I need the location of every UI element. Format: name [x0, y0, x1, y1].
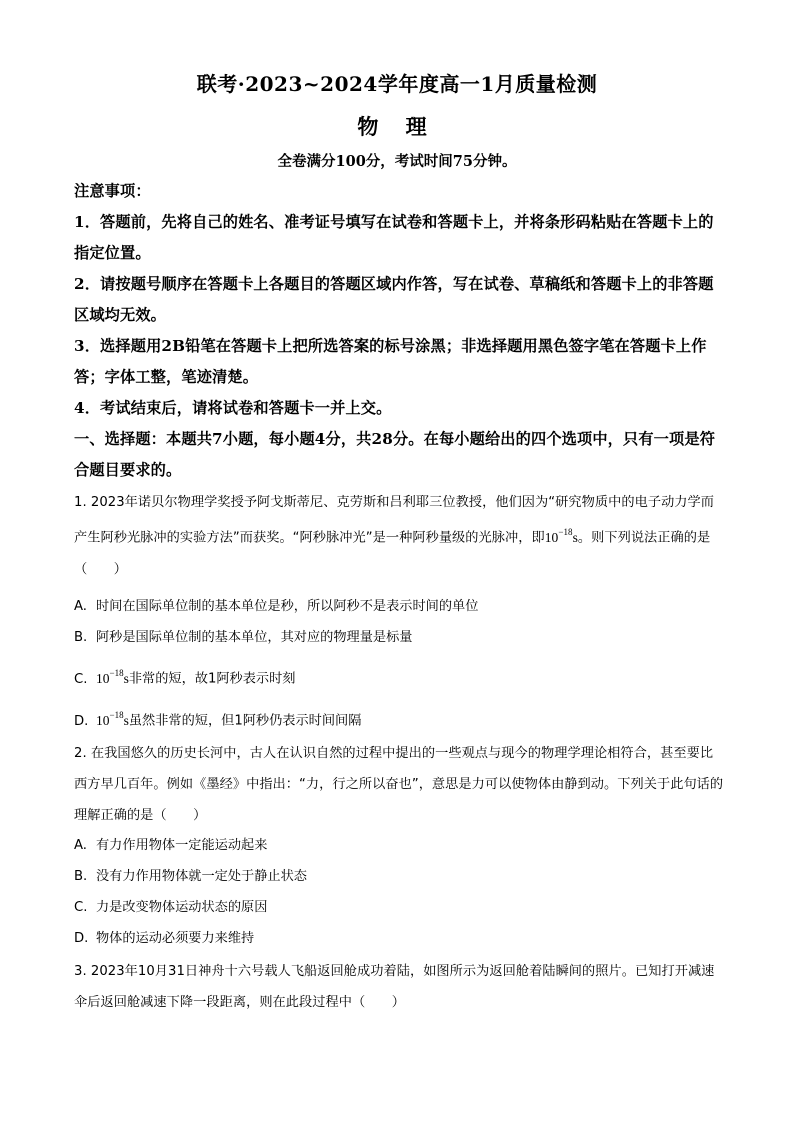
option-label: B. — [74, 869, 88, 884]
notice-heading: 注意事项： — [74, 182, 151, 200]
option-text: 阿秒是国际单位制的基本单位，其对应的物理量是标量 — [96, 630, 413, 645]
option-label: A. — [74, 838, 87, 853]
notice-item-1: 1．答题前，先将自己的姓名、准考证号填写在试卷和答题卡上，并将条形码粘贴在答题卡上的指定位置。 — [74, 213, 714, 262]
math-unit: s — [572, 529, 578, 545]
notice-item-3: 3．选择题用2B铅笔在答题卡上把所选答案的标号涂黑；非选择题用黑色签字笔在答题卡上作答；字体工整，笔迹清楚。 — [74, 337, 707, 386]
math-unit: s — [123, 670, 129, 686]
section-heading: 一、选择题：本题共7小题，每小题4分，共28分。在每小题给出的四个选项中，只有一项是符合题目要求的。 — [74, 430, 716, 479]
math-base: 10 — [96, 670, 110, 686]
option-text: 有力作用物体一定能运动起来 — [96, 838, 268, 853]
option-label: A. — [74, 599, 87, 614]
question-2-option-d — [74, 929, 724, 949]
math-exponent: −18 — [558, 527, 573, 537]
option-label: D. — [74, 713, 89, 729]
question-1-stem-text: 1. 2023年诺贝尔物理学奖授予阿戈斯蒂尼、克劳斯和吕利耶三位教授，他们因为“研究物质中的电子动力学而产生阿秒光脉冲的实验方法”而获奖。“阿秒脉冲光”是一种阿秒量级的光脉冲，即 — [74, 495, 715, 546]
question-1-stem-tail: 。则下列说法正确的是（ ） — [74, 530, 711, 577]
math-exponent: −18 — [109, 710, 124, 720]
notice-item-4: 4．考试结束后，请将试卷和答题卡一并上交。 — [74, 399, 392, 417]
math-exponent: −18 — [109, 668, 124, 678]
option-math — [96, 710, 129, 728]
question-1-option-d — [74, 706, 724, 732]
question-3-stem: 3. 2023年10月31日神舟十六号载人飞船返回舱成功着陆，如图所示为返回舱着陆瞬间的照片。已知打开减速伞后返回舱减速下降一段距离，则在此段过程中（ ） — [74, 964, 715, 1010]
option-label: C. — [74, 900, 88, 915]
notice-item-2: 2．请按题号顺序在答题卡上各题目的答题区域内作答，写在试卷、草稿纸和答题卡上的非答题区域均无效。 — [74, 275, 714, 324]
option-text: 虽然非常的短，但1阿秒仍表示时间间隔 — [128, 713, 362, 729]
option-math — [96, 668, 129, 686]
option-text: 非常的短，故1阿秒表示时刻 — [128, 671, 296, 687]
question-2-option-c — [74, 898, 724, 918]
exam-title: 联考·2023~2024学年度高一1月质量检测 — [196, 72, 598, 96]
question-2-option-b — [74, 867, 724, 887]
question-1-stem — [74, 487, 724, 585]
subject-title: 物 理 — [357, 114, 437, 139]
option-text: 时间在国际单位制的基本单位是秒，所以阿秒不是表示时间的单位 — [96, 599, 479, 614]
math-base: 10 — [544, 529, 559, 545]
math-base: 10 — [96, 712, 110, 728]
option-text: 力是改变物体运动状态的原因 — [96, 900, 268, 915]
option-label: C. — [74, 671, 88, 687]
question-1-math — [544, 527, 578, 545]
math-unit: s — [123, 712, 129, 728]
question-1-option-a — [74, 597, 724, 617]
score-note: 全卷满分100分，考试时间75分钟。 — [277, 153, 517, 170]
option-label: B. — [74, 630, 88, 645]
question-2-option-a — [74, 836, 724, 856]
option-text: 没有力作用物体就一定处于静止状态 — [96, 869, 307, 884]
option-label: D. — [74, 931, 89, 946]
question-1-option-c — [74, 664, 724, 690]
option-text: 物体的运动必须要力来维持 — [96, 931, 255, 946]
question-2-stem: 2. 在我国悠久的历史长河中，古人在认识自然的过程中提出的一些观点与现今的物理学理论相符合，甚至要比西方早几百年。例如《墨经》中指出：“力，行之所以奋也”，意思是力可以使物体由静到动。下列关于此句话的理解正确的是（ ） — [74, 746, 724, 823]
question-1-option-b — [74, 628, 724, 648]
